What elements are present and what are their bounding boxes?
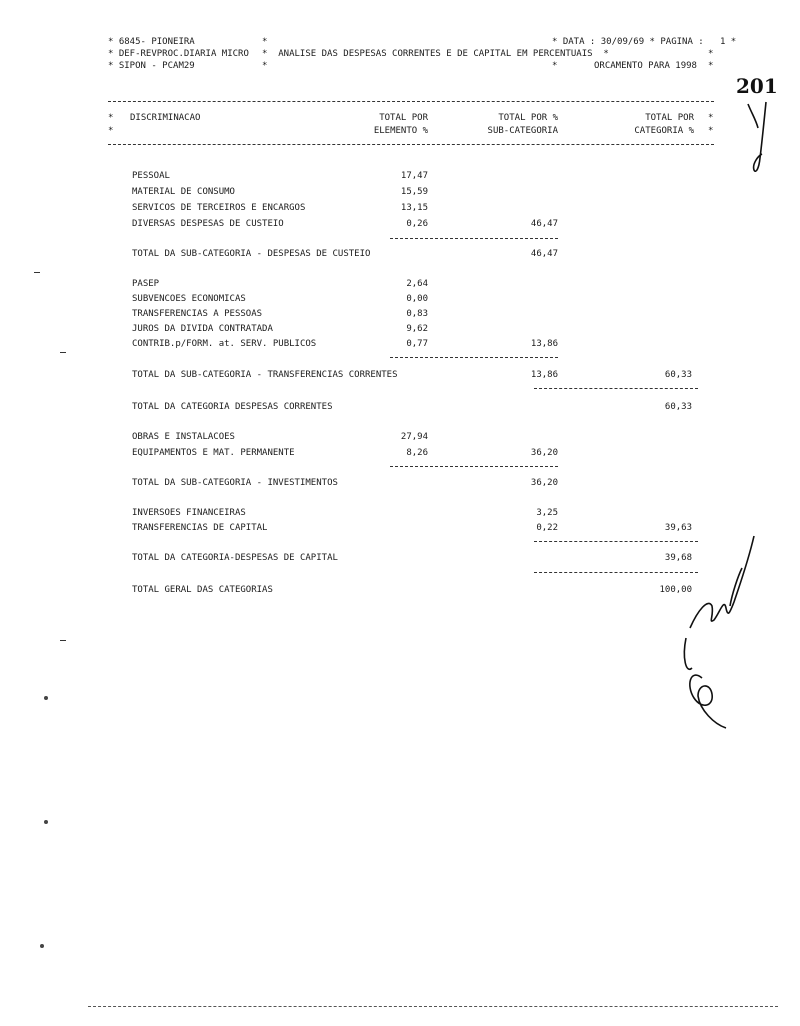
report-title: * ANALISE DAS DESPESAS CORRENTES E DE CAPITAL EM PERCENTUAIS *	[262, 49, 609, 59]
row-label: INVERSOES FINANCEIRAS	[132, 508, 246, 518]
row-label: TRANSFERENCIAS A PESSOAS	[132, 309, 263, 319]
row-elemento: 8,26	[406, 448, 428, 458]
row-subcategoria: 36,20	[530, 478, 558, 488]
header-line-2: * DEF-REVPROC.DIARIA MICRO	[108, 49, 249, 59]
row-subcategoria: 3,25	[536, 508, 558, 518]
row-elemento: 9,62	[406, 324, 428, 334]
row-elemento: 2,64	[406, 279, 428, 289]
punch-hole	[44, 696, 48, 700]
row-label: TOTAL GERAL DAS CATEGORIAS	[132, 585, 273, 595]
page-stamp-number: 201	[736, 74, 778, 98]
row-elemento: 0,83	[406, 309, 428, 319]
row-label: TOTAL DA SUB-CATEGORIA - DESPESAS DE CUSTEIO	[132, 249, 371, 259]
row-label: PESSOAL	[132, 171, 170, 181]
header-line-1: * 6845- PIONEIRA	[108, 37, 195, 47]
row-elemento: 15,59	[400, 187, 428, 197]
row-subcategoria: 13,86	[530, 370, 558, 380]
rule-top	[108, 101, 714, 102]
header-star-r2: *	[708, 49, 714, 59]
footer-rule	[88, 1006, 778, 1007]
edge-tick	[60, 352, 66, 353]
subtotal-rule	[390, 466, 558, 467]
row-label: TOTAL DA CATEGORIA DESPESAS CORRENTES	[132, 402, 333, 412]
row-label: TOTAL DA SUB-CATEGORIA - INVESTIMENTOS	[132, 478, 338, 488]
row-categoria: 100,00	[659, 585, 692, 595]
subtotal-rule	[390, 238, 558, 239]
header-line-3: * SIPON - PCAM29	[108, 61, 195, 71]
handwritten-mark-top	[742, 98, 782, 178]
colhead-star-l2: *	[108, 126, 114, 136]
report-date-page: * DATA : 30/09/69 * PAGINA : 1 *	[552, 37, 737, 47]
punch-hole	[44, 820, 48, 824]
row-label: JUROS DA DIVIDA CONTRATADA	[132, 324, 273, 334]
row-subcategoria: 0,22	[536, 523, 558, 533]
row-subcategoria: 36,20	[530, 448, 558, 458]
header-star-1: *	[262, 37, 268, 47]
row-label: OBRAS E INSTALACOES	[132, 432, 235, 442]
row-label: TRANSFERENCIAS DE CAPITAL	[132, 523, 268, 533]
row-elemento: 17,47	[400, 171, 428, 181]
row-label: MATERIAL DE CONSUMO	[132, 187, 235, 197]
edge-tick	[60, 640, 66, 641]
row-elemento: 0,00	[406, 294, 428, 304]
col-elemento-2: ELEMENTO %	[373, 126, 428, 136]
row-elemento: 0,26	[406, 219, 428, 229]
row-elemento: 13,15	[400, 203, 428, 213]
row-elemento: 27,94	[400, 432, 428, 442]
punch-hole	[40, 944, 44, 948]
row-categoria: 39,68	[664, 553, 692, 563]
row-label: CONTRIB.p/FORM. at. SERV. PUBLICOS	[132, 339, 317, 349]
category-rule	[534, 388, 698, 389]
row-categoria: 60,33	[664, 402, 692, 412]
budget-year: ORCAMENTO PARA 1998	[594, 61, 697, 71]
row-label: PASEP	[132, 279, 160, 289]
col-discriminacao: DISCRIMINACAO	[130, 113, 201, 123]
col-elemento-1: TOTAL POR	[379, 113, 428, 123]
header-star-r4: *	[708, 61, 714, 71]
col-categoria-2: CATEGORIA %	[634, 126, 694, 136]
handwritten-signature	[668, 528, 768, 733]
subtotal-rule	[390, 357, 558, 358]
row-label: TOTAL DA SUB-CATEGORIA - TRANSFERENCIAS CORRENTES	[132, 370, 398, 380]
row-label: EQUIPAMENTOS E MAT. PERMANENTE	[132, 448, 295, 458]
row-label: DIVERSAS DESPESAS DE CUSTEIO	[132, 219, 284, 229]
colhead-star-r2: *	[708, 126, 714, 136]
rule-header-bottom	[108, 144, 714, 145]
row-subcategoria: 46,47	[530, 219, 558, 229]
colhead-star-l1: *	[108, 113, 114, 123]
edge-tick	[34, 272, 40, 273]
row-subcategoria: 46,47	[530, 249, 558, 259]
header-star-3: *	[262, 61, 268, 71]
header-star-r3: *	[552, 61, 558, 71]
row-label: SERVICOS DE TERCEIROS E ENCARGOS	[132, 203, 306, 213]
row-label: TOTAL DA CATEGORIA-DESPESAS DE CAPITAL	[132, 553, 338, 563]
row-categoria: 60,33	[664, 370, 692, 380]
row-elemento: 0,77	[406, 339, 428, 349]
row-categoria: 39,63	[664, 523, 692, 533]
row-label: SUBVENCOES ECONOMICAS	[132, 294, 246, 304]
col-subcategoria-1: TOTAL POR %	[498, 113, 558, 123]
row-subcategoria: 13,86	[530, 339, 558, 349]
col-subcategoria-2: SUB-CATEGORIA	[487, 126, 558, 136]
col-categoria-1: TOTAL POR	[645, 113, 694, 123]
colhead-star-r1: *	[708, 113, 714, 123]
